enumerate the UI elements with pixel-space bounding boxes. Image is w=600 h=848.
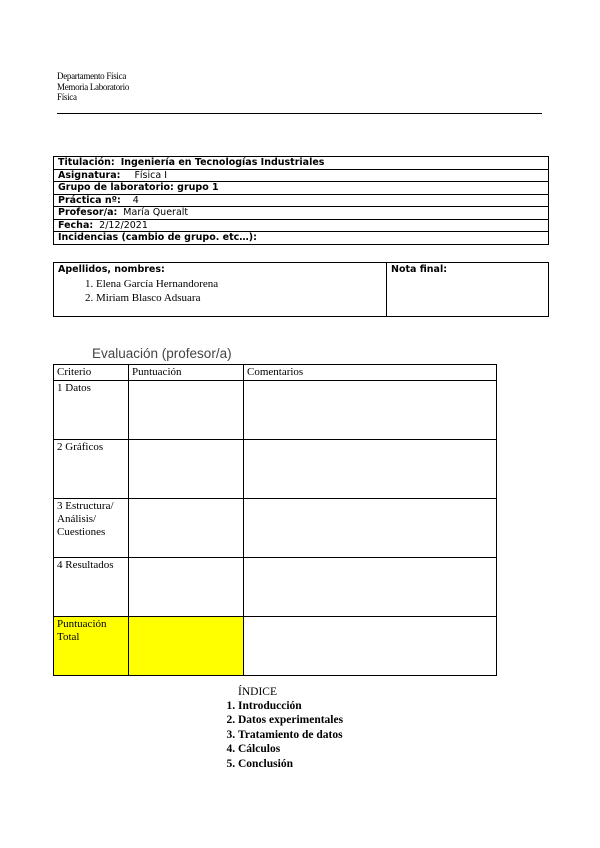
student-name: 1. Elena García Hernandorena [96,277,382,291]
criterio-cell: 1 Datos [54,381,129,440]
asignatura-label: Asignatura: [58,169,121,181]
student-name: 2. Miriam Blasco Adsuara [96,291,382,305]
students-list [58,277,382,305]
index-section [220,685,343,771]
header-divider [57,113,542,114]
comentarios-header: Comentarios [244,365,497,381]
index-item: 2. Datos experimentales [238,713,343,727]
fecha-value: 2/12/2021 [99,219,148,231]
grupo-label: Grupo de laboratorio: grupo 1 [58,182,219,194]
total-score-cell [129,617,244,676]
evaluation-row [54,499,497,558]
comentarios-cell [244,558,497,617]
evaluation-row [54,558,497,617]
nota-final-cell [387,263,549,317]
practica-value: 4 [132,194,139,206]
comentarios-cell [244,381,497,440]
index-item: 3. Tratamiento de datos [238,728,343,742]
index-item: 1. Introducción [238,699,343,713]
criterio-cell: 2 Gráficos [54,440,129,499]
asignatura-row [54,169,549,182]
total-row [54,617,497,676]
evaluation-header-row [54,365,497,381]
asignatura-value: Física I [134,169,167,181]
practica-label: Práctica nº: [58,194,121,206]
incidencias-label: Incidencias (cambio de grupo. etc…): [58,232,257,244]
comentarios-cell [244,440,497,499]
puntuacion-cell [129,499,244,558]
document-header [57,71,129,103]
grupo-row [54,182,549,195]
index-list [220,699,343,771]
index-title: ÍNDICE [238,686,277,698]
titulacion-value: Ingeniería en Tecnologías Industriales [120,157,325,169]
puntuacion-header: Puntuación [129,365,244,381]
students-cell [54,263,387,317]
index-item: 5. Conclusión [238,757,343,771]
department-text: Departamento Física [57,71,127,81]
criterio-cell: 4 Resultados [54,558,129,617]
criterio-cell: 3 Estructura/ Análisis/ Cuestiones [54,499,129,558]
puntuacion-cell [129,558,244,617]
course-info-table [53,156,549,245]
titulacion-row [54,157,549,170]
students-label: Apellidos, nombres: [58,264,165,275]
subject-text: Física [57,92,77,102]
criterio-header: Criterio [54,365,129,381]
profesor-value: María Queralt [123,207,189,219]
incidencias-row [54,232,549,245]
profesor-label: Profesor/a: [58,207,118,219]
index-item: 4. Cálculos [238,742,343,756]
evaluation-row [54,381,497,440]
total-label-cell: Puntuación Total [54,617,129,676]
practica-row [54,194,549,207]
comentarios-cell [244,499,497,558]
memoria-text: Memoria Laboratorio [57,81,130,92]
fecha-row [54,219,549,232]
puntuacion-cell [129,440,244,499]
evaluation-title: Evaluación (profesor/a) [92,346,232,361]
evaluation-row [54,440,497,499]
titulacion-label: Titulación: [58,157,115,169]
profesor-row [54,207,549,220]
evaluation-table [53,364,497,676]
total-comment-cell [244,617,497,676]
nota-final-label: Nota final: [391,264,448,275]
fecha-label: Fecha: [58,219,94,231]
puntuacion-cell [129,381,244,440]
students-table [53,262,549,317]
